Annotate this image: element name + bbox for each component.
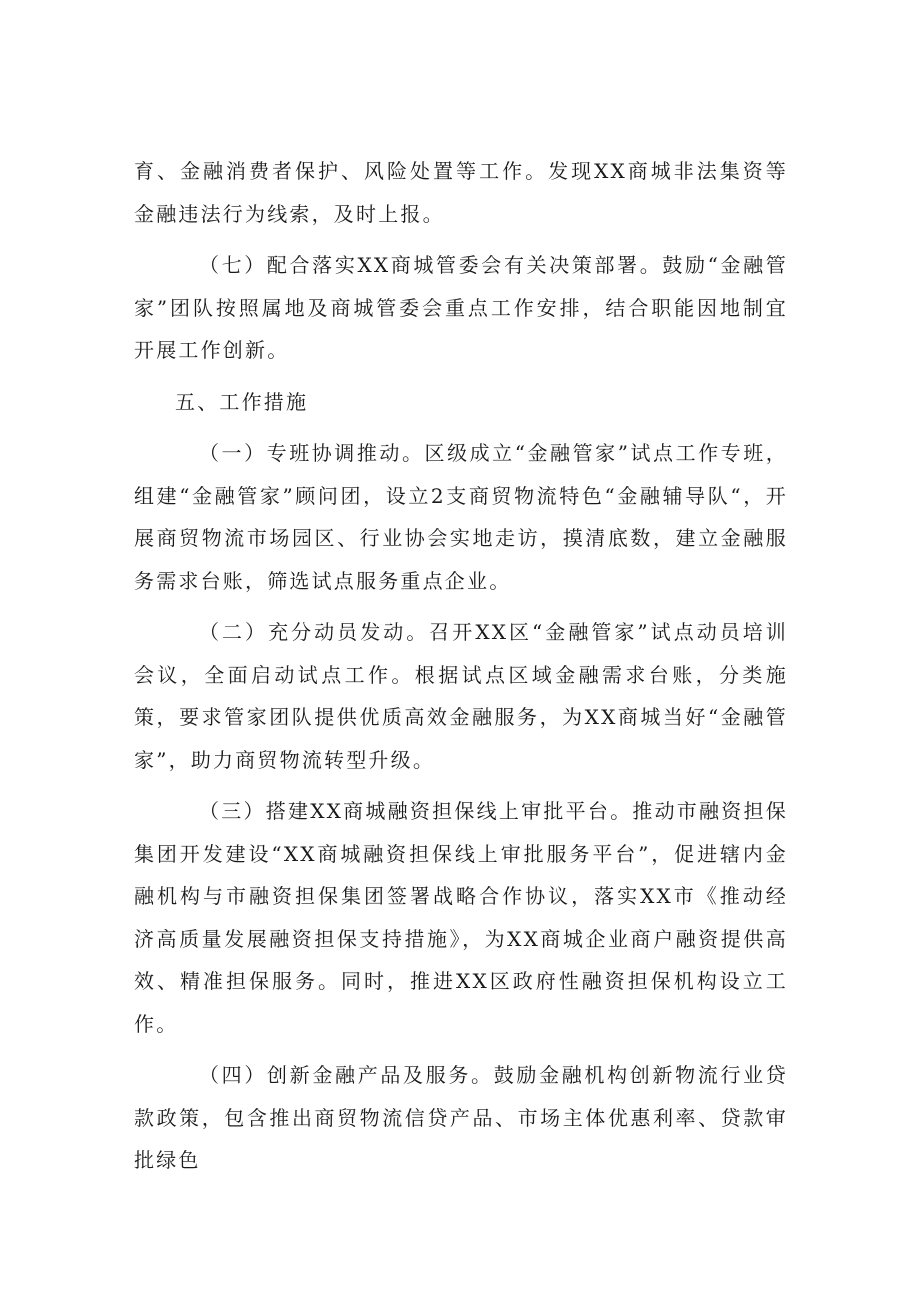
paragraph-item-seven: （七）配合落实XX商城管委会有关决策部署。鼓励“金融管家”团队按照属地及商城管委会重点工作安排，结合职能因地制宜开展工作创新。 bbox=[134, 253, 788, 362]
section-heading-work-measures: 五、工作措施 bbox=[175, 389, 309, 414]
paragraph-measure-two: （二）充分动员发动。召开XX区“金融管家”试点动员培训会议，全面启动试点工作。根据试点区域金融需求台账，分类施策，要求管家团队提供优质高效金融服务，为XX商城当好“金融管家”，助力商贸物流转型升级。 bbox=[134, 620, 788, 772]
document-body bbox=[134, 150, 788, 1191]
paragraph-measure-four: （四）创新金融产品及服务。鼓励金融机构创新物流行业贷款政策，包含推出商贸物流信贷产品、市场主体优惠利率、贷款审批绿色 bbox=[134, 1063, 788, 1172]
paragraph-measure-one: （一）专班协调推动。区级成立“金融管家”试点工作专班，组建“金融管家”顾问团，设立2支商贸物流特色“金融辅导队“，开展商贸物流市场园区、行业协会实地走访，摸清底数，建立金融服务需求台账，筛选试点服务重点企业。 bbox=[134, 441, 788, 593]
paragraph-continued-text: 育、金融消费者保护、风险处置等工作。发现XX商城非法集资等金融违法行为线索，及时上报。 bbox=[134, 159, 788, 226]
paragraph-measure-three: （三）搭建XX商城融资担保线上审批平台。推动市融资担保集团开发建设“XX商城融资担保线上审批服务平台”，促进辖内金融机构与市融资担保集团签署战略合作协议，落实XX市《推动经济高质量发展融资担保支持措施》，为XX商城企业商户融资提供高效、精准担保服务。同时，推进XX区政府性融资担保机构设立工作。 bbox=[134, 799, 788, 1036]
